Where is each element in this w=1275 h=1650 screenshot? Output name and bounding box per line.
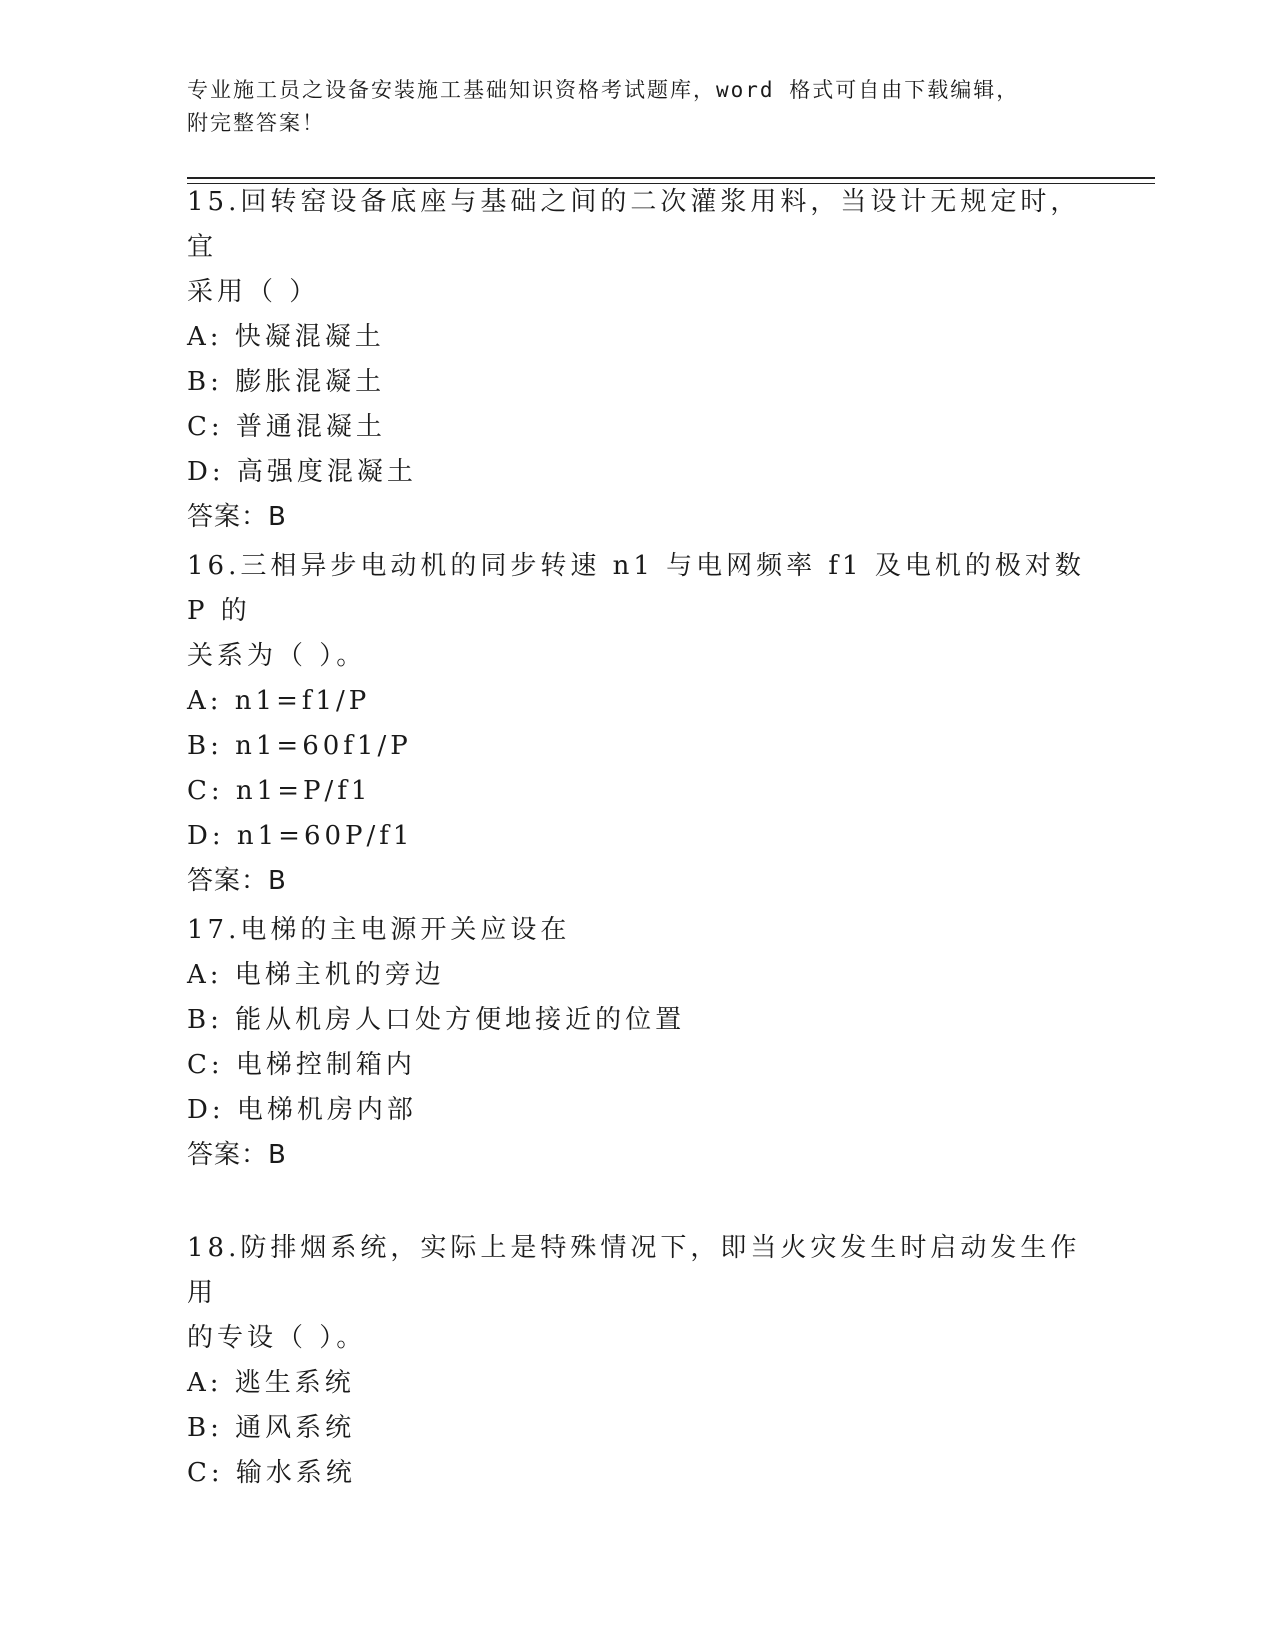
header-divider-thick bbox=[187, 177, 1155, 179]
question-stem-continued: 关系为（ ）。 bbox=[187, 641, 367, 671]
question-16 bbox=[187, 544, 1098, 904]
question-stem: 17.电梯的主电源开关应设在 bbox=[187, 915, 571, 945]
option-c: C: 普通混凝土 bbox=[187, 412, 386, 442]
question-stem: 18.防排烟系统，实际上是特殊情况下，即当火灾发生时启动发生作用 bbox=[187, 1233, 1081, 1308]
question-stem-continued: 采用（ ） bbox=[187, 277, 320, 307]
option-a: A: 快凝混凝土 bbox=[187, 322, 385, 352]
option-c: C: 电梯控制箱内 bbox=[187, 1050, 416, 1080]
option-a: A: 电梯主机的旁边 bbox=[187, 960, 445, 990]
option-b: B: 通风系统 bbox=[187, 1413, 356, 1443]
document-header bbox=[187, 74, 1067, 140]
question-18 bbox=[187, 1226, 1087, 1496]
option-d: D: n1=60P/f1 bbox=[187, 821, 414, 851]
question-15 bbox=[187, 180, 1087, 540]
option-d: D: 高强度混凝土 bbox=[187, 457, 417, 487]
question-stem: 16.三相异步电动机的同步转速 n1 与电网频率 f1 及电机的极对数 P 的 bbox=[187, 551, 1098, 626]
question-stem-continued: 的专设（ ）。 bbox=[187, 1323, 367, 1353]
question-stem: 15.回转窑设备底座与基础之间的二次灌浆用料，当设计无规定时，宜 bbox=[187, 187, 1081, 262]
header-line-1: 专业施工员之设备安装施工基础知识资格考试题库，word 格式可自由下载编辑， bbox=[187, 78, 1020, 102]
option-b: B: 膨胀混凝土 bbox=[187, 367, 386, 397]
header-line-2: 附完整答案！ bbox=[187, 111, 325, 135]
answer-label: 答案：B bbox=[187, 502, 287, 532]
option-c: C: 输水系统 bbox=[187, 1458, 356, 1488]
option-a: A: n1=f1/P bbox=[187, 686, 371, 716]
option-b: B: 能从机房人口处方便地接近的位置 bbox=[187, 1005, 686, 1035]
answer-label: 答案：B bbox=[187, 866, 287, 896]
option-a: A: 逃生系统 bbox=[187, 1368, 355, 1398]
option-c: C: n1=P/f1 bbox=[187, 776, 372, 806]
question-17 bbox=[187, 908, 1087, 1178]
option-b: B: n1=60f1/P bbox=[187, 731, 412, 761]
option-d: D: 电梯机房内部 bbox=[187, 1095, 417, 1125]
answer-label: 答案：B bbox=[187, 1140, 287, 1170]
